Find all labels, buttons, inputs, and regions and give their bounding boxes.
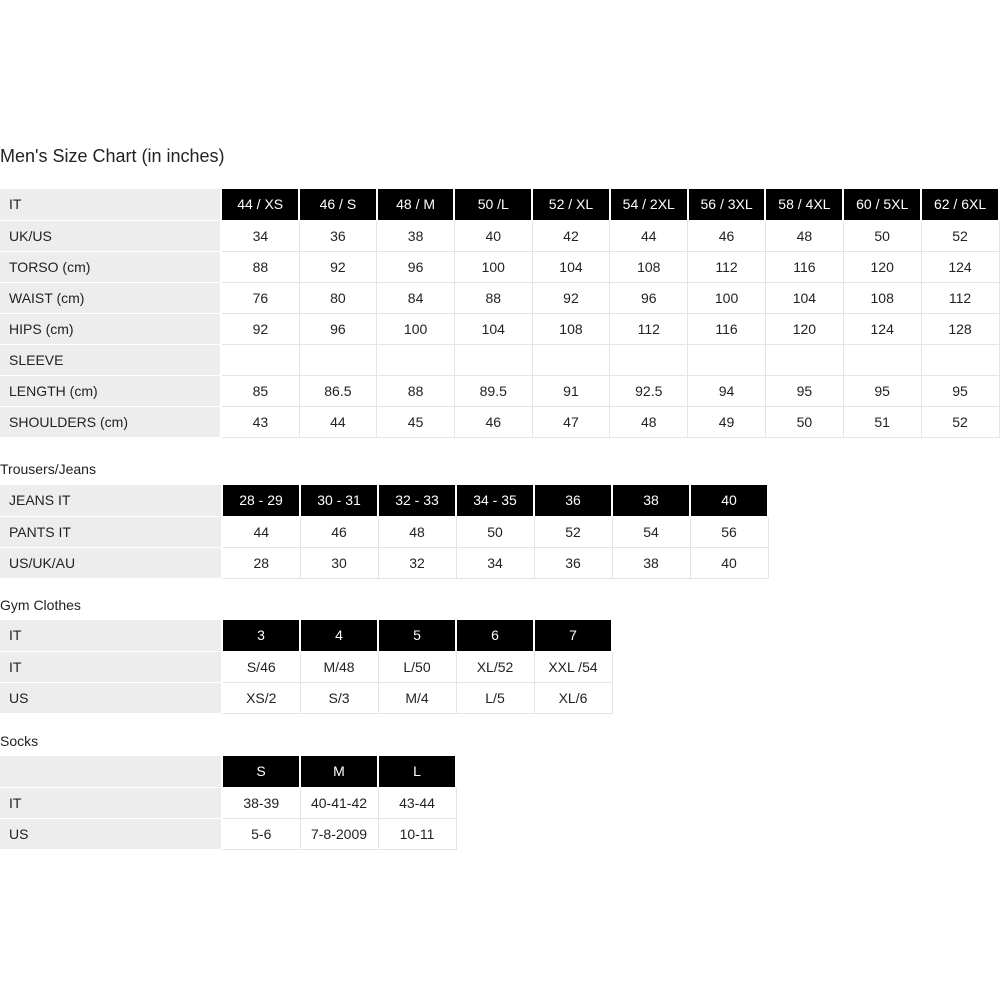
table-row — [0, 282, 999, 313]
table-cell: 50 — [843, 220, 921, 251]
table-cell: 88 — [454, 282, 532, 313]
size-header-cell: 44 / XS — [221, 189, 299, 220]
size-header-cell: 48 / M — [377, 189, 455, 220]
table-cell — [610, 344, 688, 375]
size-header-cell: 28 - 29 — [222, 485, 300, 516]
table-cell: 120 — [765, 313, 843, 344]
table-cell: 5-6 — [222, 818, 300, 849]
row-label: US — [0, 818, 222, 849]
row-label: US/UK/AU — [0, 547, 222, 578]
table-cell: 44 — [222, 516, 300, 547]
table-row — [0, 313, 999, 344]
size-header-cell: 60 / 5XL — [843, 189, 921, 220]
table-cell: 34 — [221, 220, 299, 251]
table-cell: 92 — [299, 251, 377, 282]
row-label: JEANS IT — [0, 485, 222, 516]
size-header-cell: 34 - 35 — [456, 485, 534, 516]
table-cell: 112 — [688, 251, 766, 282]
table-cell: 52 — [921, 220, 999, 251]
table-cell: 44 — [610, 220, 688, 251]
header-row — [0, 756, 456, 787]
table-cell: 52 — [921, 406, 999, 437]
row-label: UK/US — [0, 220, 221, 251]
table-cell — [843, 344, 921, 375]
table-cell: S/3 — [300, 682, 378, 713]
table-row — [0, 516, 768, 547]
table-row — [0, 406, 999, 437]
table-cell: 7-8-2009 — [300, 818, 378, 849]
table-cell — [921, 344, 999, 375]
table-cell: 80 — [299, 282, 377, 313]
size-header-cell: 54 / 2XL — [610, 189, 688, 220]
size-header-cell: M — [300, 756, 378, 787]
row-label: LENGTH (cm) — [0, 375, 221, 406]
size-header-cell: 38 — [612, 485, 690, 516]
table-cell: 48 — [378, 516, 456, 547]
table-cell: 124 — [843, 313, 921, 344]
size-header-cell: L — [378, 756, 456, 787]
table-cell: 84 — [377, 282, 455, 313]
table-cell — [377, 344, 455, 375]
table-cell: 38 — [377, 220, 455, 251]
row-label: IT — [0, 189, 221, 220]
table-cell: 95 — [765, 375, 843, 406]
table-cell: 112 — [921, 282, 999, 313]
table-cell: 89.5 — [454, 375, 532, 406]
table-cell: 56 — [690, 516, 768, 547]
table-cell: 36 — [534, 547, 612, 578]
size-header-cell: 62 / 6XL — [921, 189, 999, 220]
table-cell: 92.5 — [610, 375, 688, 406]
row-label: WAIST (cm) — [0, 282, 221, 313]
table-cell: 54 — [612, 516, 690, 547]
gym-section-title: Gym Clothes — [0, 597, 81, 613]
table-cell: 43 — [221, 406, 299, 437]
table-cell: 30 — [300, 547, 378, 578]
table-cell: 10-11 — [378, 818, 456, 849]
table-cell: 48 — [610, 406, 688, 437]
table-cell: 96 — [299, 313, 377, 344]
size-header-cell: 3 — [222, 620, 300, 651]
size-header-cell: 58 / 4XL — [765, 189, 843, 220]
table-cell: 100 — [377, 313, 455, 344]
size-header-cell: 7 — [534, 620, 612, 651]
table-cell: 52 — [534, 516, 612, 547]
table-cell: 38-39 — [222, 787, 300, 818]
table-cell: 104 — [454, 313, 532, 344]
table-cell: 116 — [765, 251, 843, 282]
tops-size-table — [0, 189, 1000, 438]
table-cell — [454, 344, 532, 375]
table-cell: 94 — [688, 375, 766, 406]
table-cell: 28 — [222, 547, 300, 578]
table-cell: S/46 — [222, 651, 300, 682]
size-header-cell: S — [222, 756, 300, 787]
table-cell: 104 — [765, 282, 843, 313]
table-cell: 108 — [532, 313, 610, 344]
table-cell: 108 — [843, 282, 921, 313]
table-cell: 47 — [532, 406, 610, 437]
size-header-cell: 36 — [534, 485, 612, 516]
row-label: US — [0, 682, 222, 713]
table-row — [0, 818, 456, 849]
table-cell: 40 — [690, 547, 768, 578]
table-cell: 124 — [921, 251, 999, 282]
table-cell: 49 — [688, 406, 766, 437]
size-header-cell: 6 — [456, 620, 534, 651]
row-label — [0, 756, 222, 787]
table-cell: 44 — [299, 406, 377, 437]
table-cell: 92 — [221, 313, 299, 344]
size-header-cell: 56 / 3XL — [688, 189, 766, 220]
header-row — [0, 620, 612, 651]
table-cell: 120 — [843, 251, 921, 282]
table-cell: 36 — [299, 220, 377, 251]
table-cell: 85 — [221, 375, 299, 406]
table-cell: 91 — [532, 375, 610, 406]
table-cell: 112 — [610, 313, 688, 344]
row-label: TORSO (cm) — [0, 251, 221, 282]
table-cell: 32 — [378, 547, 456, 578]
table-cell: 48 — [765, 220, 843, 251]
table-cell — [688, 344, 766, 375]
row-label: SLEEVE — [0, 344, 221, 375]
table-cell: M/48 — [300, 651, 378, 682]
table-cell: 88 — [377, 375, 455, 406]
table-cell: 43-44 — [378, 787, 456, 818]
row-label: HIPS (cm) — [0, 313, 221, 344]
table-row — [0, 787, 456, 818]
table-row — [0, 220, 999, 251]
table-cell: 100 — [454, 251, 532, 282]
table-row — [0, 651, 612, 682]
gym-size-table — [0, 620, 613, 714]
size-header-cell: 5 — [378, 620, 456, 651]
table-cell — [765, 344, 843, 375]
table-row — [0, 375, 999, 406]
page-title: Men's Size Chart (in inches) — [0, 146, 225, 166]
table-row — [0, 682, 612, 713]
table-cell: 51 — [843, 406, 921, 437]
table-cell: 50 — [456, 516, 534, 547]
size-header-cell: 52 / XL — [532, 189, 610, 220]
size-header-cell: 40 — [690, 485, 768, 516]
trousers-size-table — [0, 485, 769, 579]
socks-section-title: Socks — [0, 733, 39, 749]
table-cell: 40-41-42 — [300, 787, 378, 818]
table-cell: 95 — [843, 375, 921, 406]
row-label: SHOULDERS (cm) — [0, 406, 221, 437]
table-cell: 38 — [612, 547, 690, 578]
table-cell: 128 — [921, 313, 999, 344]
table-cell — [299, 344, 377, 375]
table-cell: 100 — [688, 282, 766, 313]
table-cell: 46 — [454, 406, 532, 437]
table-row — [0, 344, 999, 375]
row-label: PANTS IT — [0, 516, 222, 547]
table-cell: XXL /54 — [534, 651, 612, 682]
trousers-section-title: Trousers/Jeans — [0, 461, 96, 477]
table-cell: 88 — [221, 251, 299, 282]
row-label: IT — [0, 620, 222, 651]
table-cell: XL/52 — [456, 651, 534, 682]
table-cell — [532, 344, 610, 375]
table-cell: XL/6 — [534, 682, 612, 713]
table-cell: 96 — [610, 282, 688, 313]
table-cell: 116 — [688, 313, 766, 344]
table-cell: M/4 — [378, 682, 456, 713]
socks-size-table — [0, 756, 457, 850]
size-header-cell: 46 / S — [299, 189, 377, 220]
size-header-cell: 4 — [300, 620, 378, 651]
table-cell: 104 — [532, 251, 610, 282]
size-header-cell: 50 /L — [454, 189, 532, 220]
table-cell: 95 — [921, 375, 999, 406]
table-cell: L/50 — [378, 651, 456, 682]
table-cell: 96 — [377, 251, 455, 282]
header-row — [0, 189, 999, 220]
table-cell: 86.5 — [299, 375, 377, 406]
table-cell: 46 — [300, 516, 378, 547]
table-cell: L/5 — [456, 682, 534, 713]
size-header-cell: 32 - 33 — [378, 485, 456, 516]
table-cell: 42 — [532, 220, 610, 251]
table-cell: 45 — [377, 406, 455, 437]
table-row — [0, 251, 999, 282]
table-cell: 50 — [765, 406, 843, 437]
row-label: IT — [0, 787, 222, 818]
table-cell: 108 — [610, 251, 688, 282]
table-cell: 76 — [221, 282, 299, 313]
table-row — [0, 547, 768, 578]
size-header-cell: 30 - 31 — [300, 485, 378, 516]
table-cell: 46 — [688, 220, 766, 251]
table-cell: XS/2 — [222, 682, 300, 713]
table-cell: 40 — [454, 220, 532, 251]
table-cell: 92 — [532, 282, 610, 313]
header-row — [0, 485, 768, 516]
table-cell: 34 — [456, 547, 534, 578]
row-label: IT — [0, 651, 222, 682]
table-cell — [221, 344, 299, 375]
